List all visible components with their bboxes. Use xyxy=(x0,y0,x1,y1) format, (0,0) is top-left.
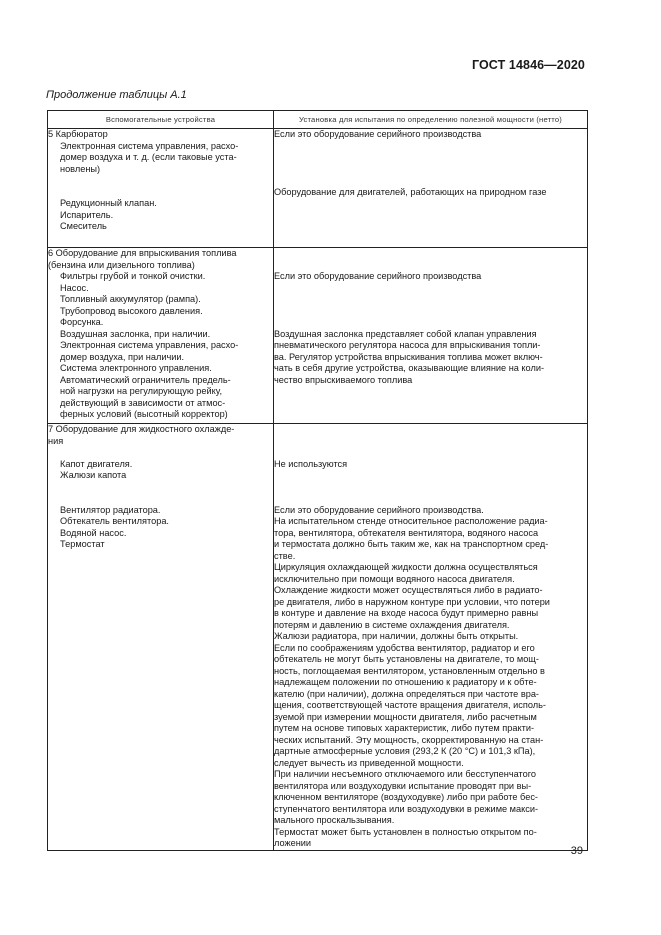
text-line: домер воздуха и т. д. (если таковые уста- xyxy=(60,152,237,162)
text-line: Испаритель. xyxy=(60,209,114,220)
text-line: ре двигателя, либо в наружном контуре при условии, что потери xyxy=(274,596,550,607)
text-line: Топливный аккумулятор (рампа). xyxy=(60,294,201,304)
text-line: следует вычесть из приведенной мощности. xyxy=(274,757,464,768)
text-line: щения, соответствующей частоте вращения двигателя, исполь- xyxy=(274,700,546,710)
text-line: мального проскальзывания. xyxy=(274,815,395,825)
column-header-setup: Установка для испытания по определению полезной мощности (нетто) xyxy=(274,111,588,129)
text-line: Если это оборудование серийного производства xyxy=(274,271,482,281)
text-line: надлежащем положении по отношению к радиатору и к обте- xyxy=(274,677,537,687)
row-6-setup xyxy=(274,248,588,424)
text-line: Форсунка. xyxy=(60,317,104,327)
text-line: Воздушная заслонка, при наличии. xyxy=(60,328,211,339)
text-line: Трубопровод высокого давления. xyxy=(60,305,203,316)
text-line: ной нагрузки на регулирующую рейку, xyxy=(60,386,222,396)
text-line: Насос. xyxy=(60,282,89,293)
text-line: Электронная система управления, расхо- xyxy=(60,340,239,350)
page-number: 39 xyxy=(570,845,583,857)
text-line: Если это оборудование серийного производства xyxy=(274,129,482,139)
text-line: ческих испытаний. Эту мощность, скорректированную на стан- xyxy=(274,734,544,745)
text-line: ложении xyxy=(274,838,312,848)
text-line: 5 Карбюратор xyxy=(48,129,108,139)
text-line: ния xyxy=(48,435,64,446)
text-line: Оборудование для двигателей, работающих на природном газе xyxy=(274,186,547,197)
text-line: Капот двигателя. xyxy=(60,458,133,469)
standard-number: ГОСТ 14846—2020 xyxy=(471,58,585,72)
text-line: Автоматический ограничитель предель- xyxy=(60,374,231,385)
text-line: путем на основе типовых характеристик, либо путем практи- xyxy=(274,723,535,733)
text-line: Воздушная заслонка представляет собой клапан управления xyxy=(274,328,537,339)
text-line: чество впрыскиваемого топлива xyxy=(274,374,413,385)
text-line: Водяной насос. xyxy=(60,527,127,538)
text-line: потерям и давлению в системе охлаждения двигателя. xyxy=(274,619,510,630)
text-line: и термостата должно быть таким же, как на транспортном сред- xyxy=(274,539,549,549)
text-line: При наличии несъемного отключаемого или бесступенчатого xyxy=(274,769,537,779)
row-5-setup xyxy=(274,129,588,248)
text-line: Если по соображениям удобства вентилятор, радиатор и его xyxy=(274,642,535,653)
text-line: вентилятора или воздуходувки испытание проводят при вы- xyxy=(274,780,532,791)
text-line: ферных условий (высотный корректор) xyxy=(60,409,228,419)
table-header-row xyxy=(48,111,588,129)
text-line: кателю (при наличии), должна определяться при частоте вра- xyxy=(274,688,539,699)
row-7-devices xyxy=(48,424,274,851)
text-line: ступенчатого вентилятора или воздуходувки в режиме макси- xyxy=(274,803,539,814)
text-line: Вентилятор радиатора. xyxy=(60,504,161,515)
text-line: Охлаждение жидкости может осуществляться либо в радиато- xyxy=(274,585,543,595)
text-line: Электронная система управления, расхо- xyxy=(60,140,239,151)
text-line: действующий в зависимости от атмос- xyxy=(60,397,226,408)
text-line: чать в себя другие устройства, оказывающие влияние на коли- xyxy=(274,363,545,373)
table-row xyxy=(48,129,588,248)
text-line: в контуре и давление на входе насоса будут примерно равны xyxy=(274,608,539,618)
row-6-devices xyxy=(48,248,274,424)
text-line: стве. xyxy=(274,550,296,561)
equipment-table xyxy=(47,110,588,851)
text-line: Редукционный клапан. xyxy=(60,198,157,208)
text-line: Термостат xyxy=(60,539,105,549)
text-line: Жалюзи капота xyxy=(60,470,127,480)
text-line: обтекатель не могут быть установлены на двигателе, то мощ- xyxy=(274,654,539,664)
text-line: исключительно при помощи водяного насоса двигателя. xyxy=(274,573,515,584)
text-line: Циркуляция охлаждающей жидкости должна осуществляться xyxy=(274,562,538,572)
text-line: зуемой при измерении мощности двигателя, либо расчетным xyxy=(274,711,537,722)
column-header-devices: Вспомогательные устройства xyxy=(48,111,274,129)
text-line: домер воздуха, при наличии. xyxy=(60,351,185,362)
text-line: дартные атмосферные условия (293,2 К (20 °С) и 101,3 кПа), xyxy=(274,746,536,756)
text-line: Жалюзи радиатора, при наличии, должны быть открыты. xyxy=(274,631,519,641)
text-line: 6 Оборудование для впрыскивания топлива xyxy=(48,248,237,258)
text-line: ность, поглощаемая вентилятором, установленным отдельно в xyxy=(274,665,545,676)
text-line: (бензина или дизельного топлива) xyxy=(48,259,195,270)
text-line: пневматического регулятора насоса для впрыскивания топли- xyxy=(274,340,541,350)
text-line: ва. Регулятор устройства впрыскивания топлива может включ- xyxy=(274,351,543,362)
row-7-setup xyxy=(274,424,588,851)
text-line: Термостат может быть установлен в полностью открытом по- xyxy=(274,826,537,837)
text-line: 7 Оборудование для жидкостного охлажде- xyxy=(48,424,235,434)
row-5-devices xyxy=(48,129,274,248)
text-line: Если это оборудование серийного производства. xyxy=(274,504,484,515)
table-row xyxy=(48,248,588,424)
text-line: Смеситель xyxy=(60,221,107,231)
text-line: Система электронного управления. xyxy=(60,363,212,373)
text-line: Обтекатель вентилятора. xyxy=(60,516,169,526)
table-row xyxy=(48,424,588,851)
table-caption: Продолжение таблицы А.1 xyxy=(46,89,187,101)
text-line: новлены) xyxy=(60,163,101,174)
text-line: Не используются xyxy=(274,458,348,469)
text-line: На испытательном стенде относительное расположение радиа- xyxy=(274,516,548,526)
text-line: тора, вентилятора, обтекателя вентилятора, водяного насоса xyxy=(274,527,539,538)
text-line: ключенном вентиляторе (воздуходувке) либо при работе бес- xyxy=(274,792,538,802)
text-line: Фильтры грубой и тонкой очистки. xyxy=(60,271,206,281)
